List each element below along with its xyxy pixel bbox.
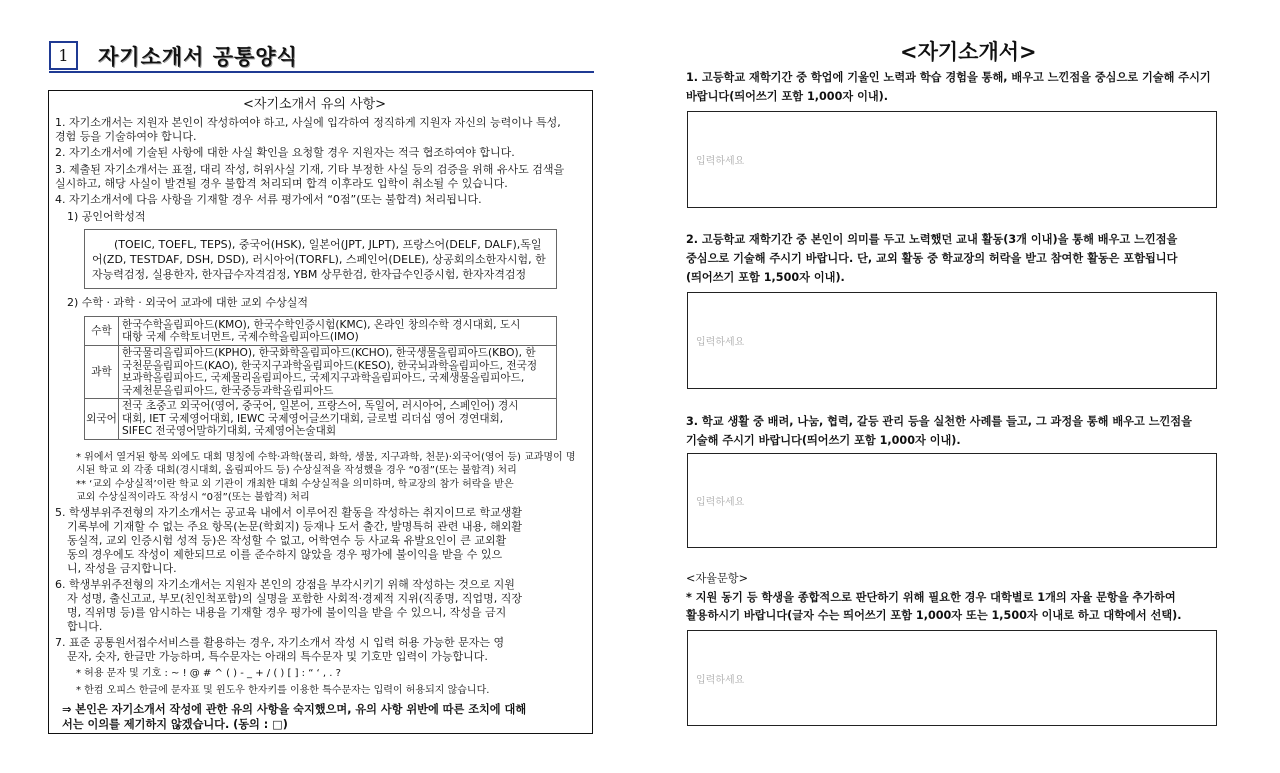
awards-category: 외국어 [85,399,119,440]
optional-question-line-2: 활용하시기 바랍니다(글자 수는 띄어쓰기 포함 1,000자 또는 1,500자 이내로 하고 대학에서 선택). [686,609,1182,622]
question-2-line-1: 2. 고등학교 재학기간 중 본인이 의미를 두고 노력했던 교내 활동(3개 이내)을 통해 배우고 느낀점을 [686,233,1178,246]
notice-item-4-2: 2) 수학 · 과학 · 외국어 교과에 대한 교외 수상실적 [67,296,309,309]
table-row [85,399,557,440]
awards-line: 전국 초중고 외국어(영어, 중국어, 일본어, 프랑스어, 독일어, 러시아어, 스페인어) 경시 [122,400,519,413]
notice-item-1-line-2: 경험 등을 기술하여야 합니다. [55,130,197,143]
disallowed-chars-note: * 한컴 오피스 한글에 문자표 및 윈도우 한자키를 이용한 특수문자는 입력이 허용되지 않습니다. [76,685,490,696]
essay-title: <자기소개서> [900,40,1037,64]
footnote-1-line-1: * 위에서 열거된 항목 외에도 대회 명칭에 수학·과학(물리, 화학, 생물, 지구과학, 천문)·외국어(영어 등) 교과명이 명 [76,452,576,463]
question-2-line-3: (띄어쓰기 포함 1,500자 이내). [686,271,845,284]
awards-list [119,346,557,399]
cert-line-3: 자능력검정, 실용한자, 한자급수자격검정, YBM 상무한검, 한자급수인증시험, 한자자격검정 [92,268,527,281]
notice-item-5-line-1: 5. 학생부위주전형의 자기소개서는 공교육 내에서 이루어진 활동을 작성하는 취지이므로 학교생활 [55,506,523,519]
answer-placeholder: 입력하세요 [696,675,745,686]
awards-list [119,317,557,346]
notice-item-3-line-1: 3. 제출된 자기소개서는 표절, 대리 작성, 허위사실 기재, 기타 부정한 사실 등의 검증을 위해 유사도 검색을 [55,163,565,176]
section-title: 자기소개서 공통양식 [98,45,298,69]
allowed-chars: * 허용 문자 및 기호 : ~ ! @ # ^ ( ) - _ + / ( ) [ ] : “ ‘ , . ? [76,668,341,679]
awards-line: 국천문올림피아드(KAO), 한국지구과학올림피아드(KESO), 한국뇌과학올림피아드, 전국정 [122,359,538,372]
notice-item-2: 2. 자기소개서에 기술된 사항에 대한 사실 확인을 요청할 경우 지원자는 적극 협조하여야 합니다. [55,146,515,159]
answer-1-input[interactable] [687,111,1217,208]
notice-item-6-line-1: 6. 학생부위주전형의 자기소개서는 지원자 본인의 강점을 부각시키기 위해 작성하는 것으로 지원 [55,578,515,591]
notice-item-5-line-2: 기록부에 기재할 수 없는 주요 항목(논문(학회지) 등재나 도서 출간, 발명특허 관련 내용, 해외활 [67,520,522,533]
answer-placeholder: 입력하세요 [696,156,745,167]
notice-item-4: 4. 자기소개서에 다음 사항을 기재할 경우 서류 평가에서 “0점”(또는 불합격) 처리됩니다. [55,193,482,206]
footnote-2-line-1: ** ‘교외 수상실적’이란 학교 외 기관이 개최한 대회 수상실적을 의미하며, 학교장의 참가 허락을 받은 [76,479,514,490]
notice-item-5-line-3: 동실적, 교외 인증시험 성적 등)은 작성할 수 없고, 어학연수 등 사교육 유발요인이 큰 교외활 [67,534,507,547]
cert-line-2: 어(ZD, TESTDAF, DSH, DSD), 러시아어(TORFL), 스페인어(DELE), 상공회의소한자시험, 한 [92,253,546,266]
question-2-line-2: 중심으로 기술해 주시기 바랍니다. 단, 교외 활동 중 학교장의 허락을 받고 참여한 활동은 포함됩니다 [686,252,1178,265]
header-divider [49,71,594,73]
notice-item-5-line-5: 니, 작성을 금지합니다. [67,562,177,575]
footnote-1-line-2: 시된 학교 외 각종 대회(경시대회, 올림피아드 등) 수상실적을 작성했을 경우 “0점”(또는 불합격) 처리 [76,465,517,476]
question-3-line-1: 3. 학교 생활 중 배려, 나눔, 협력, 갈등 관리 등을 실천한 사례를 들고, 그 과정을 통해 배우고 느낀점을 [686,415,1192,428]
question-3-line-2: 기술해 주시기 바랍니다(띄어쓰기 포함 1,000자 이내). [686,434,961,447]
notice-item-6-line-3: 명, 직위명 등)를 암시하는 내용을 기재할 경우 평가에 불이익을 받을 수 있으니, 작성을 금지 [67,606,507,619]
notice-title: <자기소개서 유의 사항> [243,97,387,112]
footnote-2-line-2: 교외 수상실적이라도 작성시 “0점”(또는 불합격) 처리 [76,492,310,503]
awards-line: 대회, IET 국제영어대회, IEWC 국제영어글쓰기대회, 글로벌 리더십 영어 경연대회, [122,412,504,425]
awards-list [119,399,557,440]
awards-line: SIFEC 전국영어말하기대회, 국제영어논술대회 [122,425,337,438]
answer-placeholder: 입력하세요 [696,497,745,508]
notice-item-7-line-2: 문자, 숫자, 한글만 가능하며, 특수문자는 아래의 특수문자 및 기호만 입력이 가능합니다. [67,650,488,663]
question-1-line-2: 바랍니다(띄어쓰기 포함 1,000자 이내). [686,90,889,103]
awards-category: 과학 [85,346,119,399]
question-1-line-1: 1. 고등학교 재학기간 중 학업에 기울인 노력과 학습 경험을 통해, 배우고 느낀점을 중심으로 기술해 주시기 [686,71,1211,84]
awards-table [84,316,557,440]
awards-line: 한국물리올림피아드(KPHO), 한국화학올림피아드(KCHO), 한국생물올림피아드(KBO), 한 [122,347,536,359]
optional-question-line-1: * 지원 동기 등 학생을 종합적으로 판단하기 위해 필요한 경우 대학별로 1개의 자율 문항을 추가하여 [686,591,1176,604]
notice-item-5-line-4: 동의 경우에도 작성이 제한되므로 이를 준수하지 않았을 경우 평가에 불이익을 받을 수 있으 [67,548,503,561]
optional-question-title: <자율문항> [686,572,748,585]
cert-line-1: (TOEIC, TOEFL, TEPS), 중국어(HSK), 일본어(JPT, JLPT), 프랑스어(DELF, DALF),독일 [114,238,542,251]
awards-line: 한국수학올림피아드(KMO), 한국수학인증시험(KMC), 온라인 창의수학 경시대회, 도시 [122,318,521,331]
agreement-line-2: 서는 이의를 제기하지 않겠습니다. (동의 : □) [62,718,288,731]
answer-placeholder: 입력하세요 [696,337,745,348]
answer-2-input[interactable] [687,292,1217,389]
awards-line: 대항 국제 수학토너먼트, 국제수학올림피아드(IMO) [122,331,359,343]
notice-item-6-line-4: 합니다. [67,620,103,633]
agreement-line-1: ⇒ 본인은 자기소개서 작성에 관한 유의 사항을 숙지했으며, 유의 사항 위반에 따른 조치에 대해 [62,703,527,716]
awards-line: 보과학올림피아드, 국제물리올림피아드, 국제지구과학올림피아드, 국제생물올림피아드, [122,372,525,384]
answer-3-input[interactable] [687,453,1217,548]
notice-item-4-1: 1) 공인어학성적 [67,210,146,223]
notice-item-3-line-2: 실시하고, 해당 사실이 발견될 경우 불합격 처리되며 합격 이후라도 입학이 취소될 수 있습니다. [55,177,508,190]
table-row [85,346,557,399]
answer-4-input[interactable] [687,630,1217,726]
notice-item-6-line-2: 자 성명, 출신고교, 부모(친인척포함)의 실명을 포함한 사회적·경제적 지위(직종명, 직업명, 직장 [67,592,522,605]
notice-item-7-line-1: 7. 표준 공통원서접수서비스를 활용하는 경우, 자기소개서 작성 시 입력 허용 가능한 문자는 영 [55,636,505,649]
awards-category: 수학 [85,317,119,346]
table-row [85,317,557,346]
section-number: 1 [49,41,78,70]
awards-line: 국제천문올림피아드, 한국중등과학올림피아드 [122,384,334,397]
notice-item-1-line-1: 1. 자기소개서는 지원자 본인이 작성하여야 하고, 사실에 입각하여 정직하게 지원자 자신의 능력이나 특성, [55,116,561,129]
